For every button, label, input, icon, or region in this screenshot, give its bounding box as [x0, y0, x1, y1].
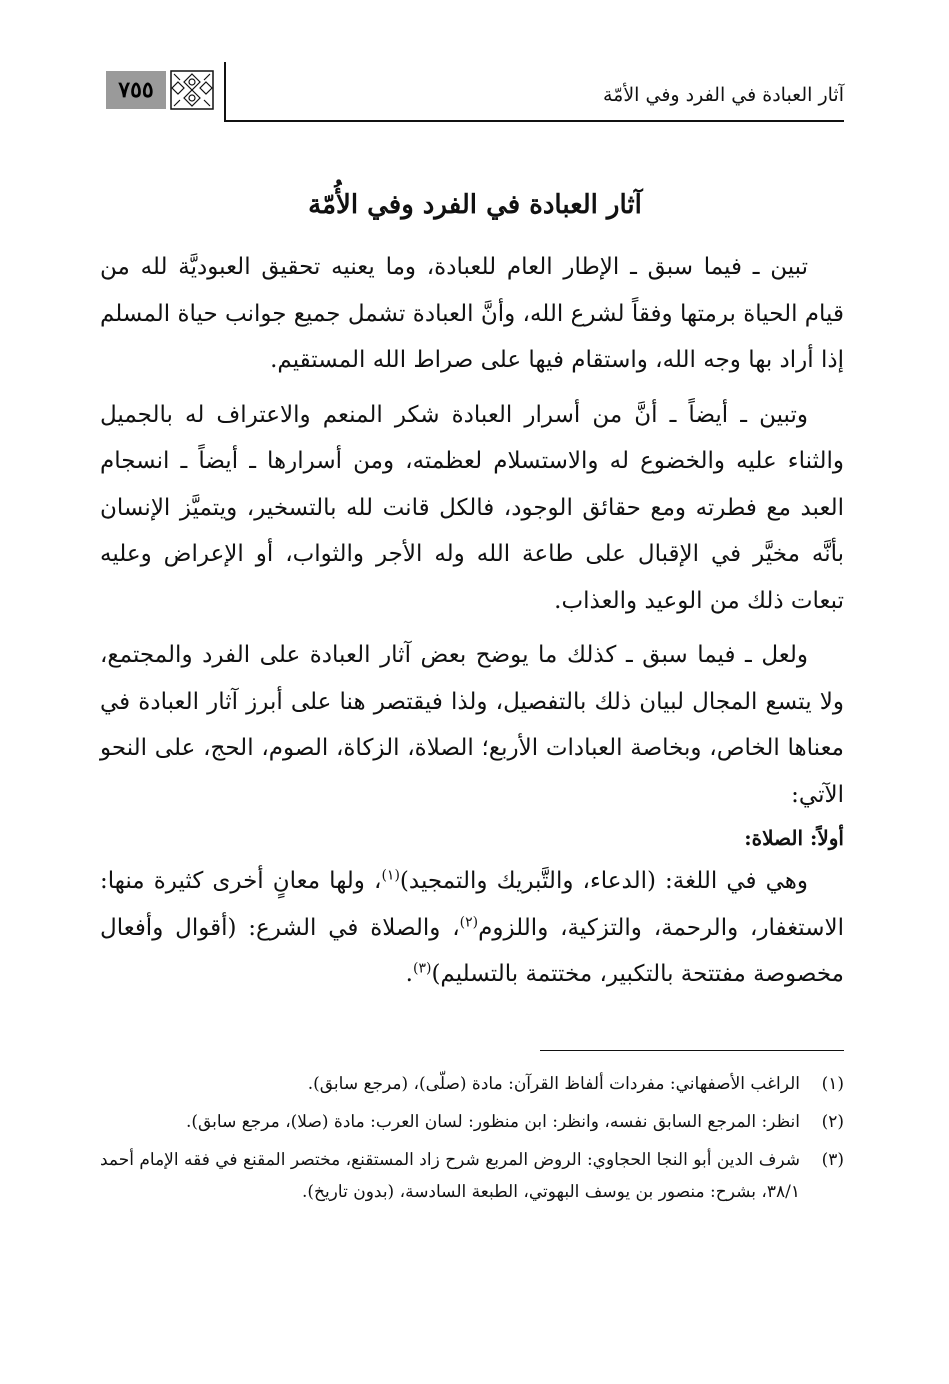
- footnote-text: الراغب الأصفهاني: مفردات ألفاظ القرآن: مادة (صلّى)، (مرجع سابق).: [307, 1074, 800, 1094]
- body-text: [100, 244, 844, 998]
- paragraph-2: وتبين ـ أيضاً ـ أنَّ من أسرار العبادة شكر المنعم والاعتراف له بالجميل والثناء عليه والخضوع له والاستسلام لعظمته، ومن أسرارها ـ أيضاً ـ انسجام العبد مع فطرته ومع حقائق الوجود، فالكل قانت لله بالتسخير، ويتميَّز الإنسان بأنَّه مخيَّر في الإقبال على طاعة الله وله الأجر والثواب، أو الإعراض وعليه تبعات ذلك من الوعيد والعذاب.: [100, 401, 844, 614]
- header-rule: [224, 120, 844, 122]
- footnote-text: شرف الدين أبو النجا الحجاوي: الروض المربع شرح زاد المستقنع، مختصر المقنع في فقه الإمام أحمد ٣٨/١، بشرح: منصور بن يوسف البهوتي، الطبعة السادسة، (بدون تاريخ).: [99, 1150, 800, 1202]
- header-divider: [224, 62, 226, 122]
- footnotes: [100, 1068, 844, 1214]
- salah-text-3: ، والصلاة في الشرع: (أقوال وأفعال مخصوصة مفتتحة بالتكبير، مختتمة بالتسليم): [100, 914, 844, 987]
- page-header: [106, 62, 844, 124]
- footnote: [100, 1106, 844, 1138]
- paragraph-1: تبين ـ فيما سبق ـ الإطار العام للعبادة، وما يعنيه تحقيق العبوديَّة لله من قيام الحياة برمتها وفقاً لشرع الله، وأنَّ العبادة تشمل جميع جوانب حياة المسلم إذا أراد بها وجه الله، واستقام فيها على صراط الله المستقيم.: [100, 254, 844, 373]
- chapter-title: آثار العبادة في الفرد وفي الأُمّة: [308, 190, 642, 220]
- section-heading: أولاً: الصلاة:: [744, 826, 844, 850]
- footnote-number: (٢): [821, 1112, 844, 1132]
- salah-paragraph: [100, 858, 844, 998]
- page-number: ٧٥٥: [106, 71, 166, 109]
- salah-text-1: وهي في اللغة: (الدعاء، والتَّبريك والتمجيد): [399, 868, 808, 894]
- footnote-number: (١): [821, 1074, 844, 1094]
- footnote-text: انظر: المرجع السابق نفسه، وانظر: ابن منظور: لسان العرب: مادة (صلا)، مرجع سابق).: [185, 1112, 800, 1132]
- footnote-number: (٣): [821, 1150, 844, 1170]
- footnote-ref-3: (٣): [412, 960, 432, 977]
- footnote-ref-1: (١): [381, 867, 400, 884]
- salah-text-2: ، ولها معانٍ أخرى كثيرة منها: الاستغفار، والرحمة، والتزكية، واللزوم: [100, 868, 845, 941]
- running-title: آثار العبادة في الفرد وفي الأمّة: [602, 84, 844, 106]
- footnote-ref-2: (٢): [459, 913, 479, 930]
- footnote: [100, 1144, 844, 1208]
- footnote-separator: [540, 1050, 844, 1051]
- ornament-icon: [170, 70, 214, 110]
- paragraph-3: ولعل ـ فيما سبق ـ كذلك ما يوضح بعض آثار العبادة على الفرد والمجتمع، ولا يتسع المجال لبيان ذلك بالتفصيل، ولذا فيقتصر هنا على أبرز آثار العبادة في معناها الخاص، وبخاصة العبادات الأربع؛ الصلاة، الزكاة، الصوم، الحج، على النحو الآتي:: [100, 642, 844, 808]
- footnote: [100, 1068, 844, 1100]
- page-number-box: [106, 68, 214, 112]
- salah-text-4: .: [405, 961, 413, 987]
